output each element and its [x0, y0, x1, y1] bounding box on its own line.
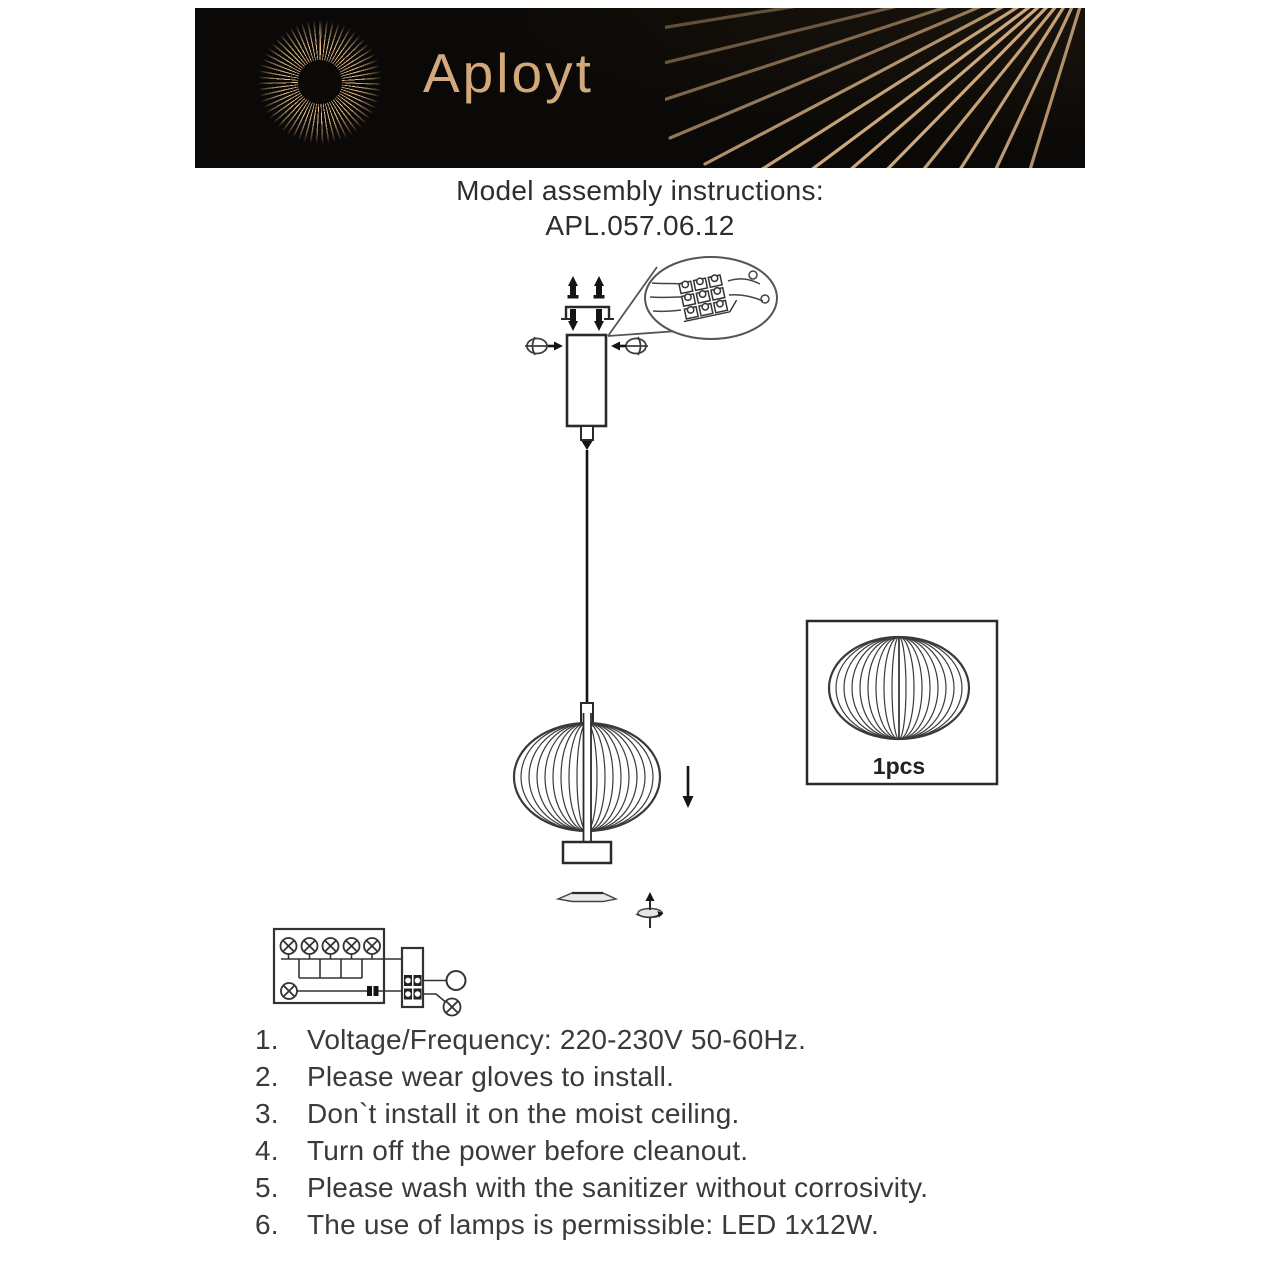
- model-number: APL.057.06.12: [545, 210, 735, 241]
- item-text: Don`t install it on the moist ceiling.: [307, 1098, 740, 1129]
- item-number: 3.: [255, 1098, 279, 1129]
- ray-fan-icon: [665, 8, 1085, 168]
- list-item: [255, 1021, 1085, 1058]
- output-symbols: [423, 971, 466, 1016]
- parts-qty-label: 1pcs: [872, 753, 926, 779]
- item-number: 2.: [255, 1061, 279, 1092]
- down-arrow-icon: [683, 766, 694, 808]
- starburst-icon: [258, 20, 382, 144]
- brand-logo-text: Aployt: [423, 42, 594, 104]
- item-text: Please wash with the sanitizer without corrosivity.: [307, 1172, 929, 1203]
- terminal-block-icon: [402, 948, 423, 1007]
- terminal-detail-callout: [608, 257, 777, 339]
- list-item: [255, 1095, 1085, 1132]
- central-rod: [584, 713, 592, 843]
- list-item: [255, 1169, 1085, 1206]
- header-banner: [195, 8, 1085, 168]
- lamp-symbols: [281, 938, 381, 954]
- instructions-list: [255, 1021, 1085, 1243]
- list-item: [255, 1058, 1085, 1095]
- canopy-icon: [567, 335, 606, 450]
- item-number: 4.: [255, 1135, 279, 1166]
- parts-box: [807, 621, 997, 784]
- list-item: [255, 1132, 1085, 1169]
- diffuser-plate-icon: [558, 893, 616, 902]
- ceiling-anchor-screws-icon: [568, 276, 605, 299]
- item-number: 6.: [255, 1209, 279, 1240]
- shade-base: [563, 842, 611, 863]
- item-text: Voltage/Frequency: 220-230V 50-60Hz.: [307, 1024, 807, 1055]
- item-text: The use of lamps is permissible: LED 1x12W.: [307, 1209, 879, 1240]
- page-title: Model assembly instructions:: [456, 175, 824, 206]
- wiring-diagram: [274, 929, 466, 1016]
- list-item: [255, 1206, 1085, 1243]
- item-number: 5.: [255, 1172, 279, 1203]
- finial-icon: [636, 892, 663, 928]
- item-text: Please wear gloves to install.: [307, 1061, 675, 1092]
- bracket-screws-icon: [568, 309, 604, 331]
- mounting-bracket-icon: [561, 307, 614, 319]
- assembly-diagram: [250, 250, 1030, 1040]
- title-block: [0, 173, 1280, 243]
- item-number: 1.: [255, 1024, 279, 1055]
- item-text: Turn off the power before cleanout.: [307, 1135, 749, 1166]
